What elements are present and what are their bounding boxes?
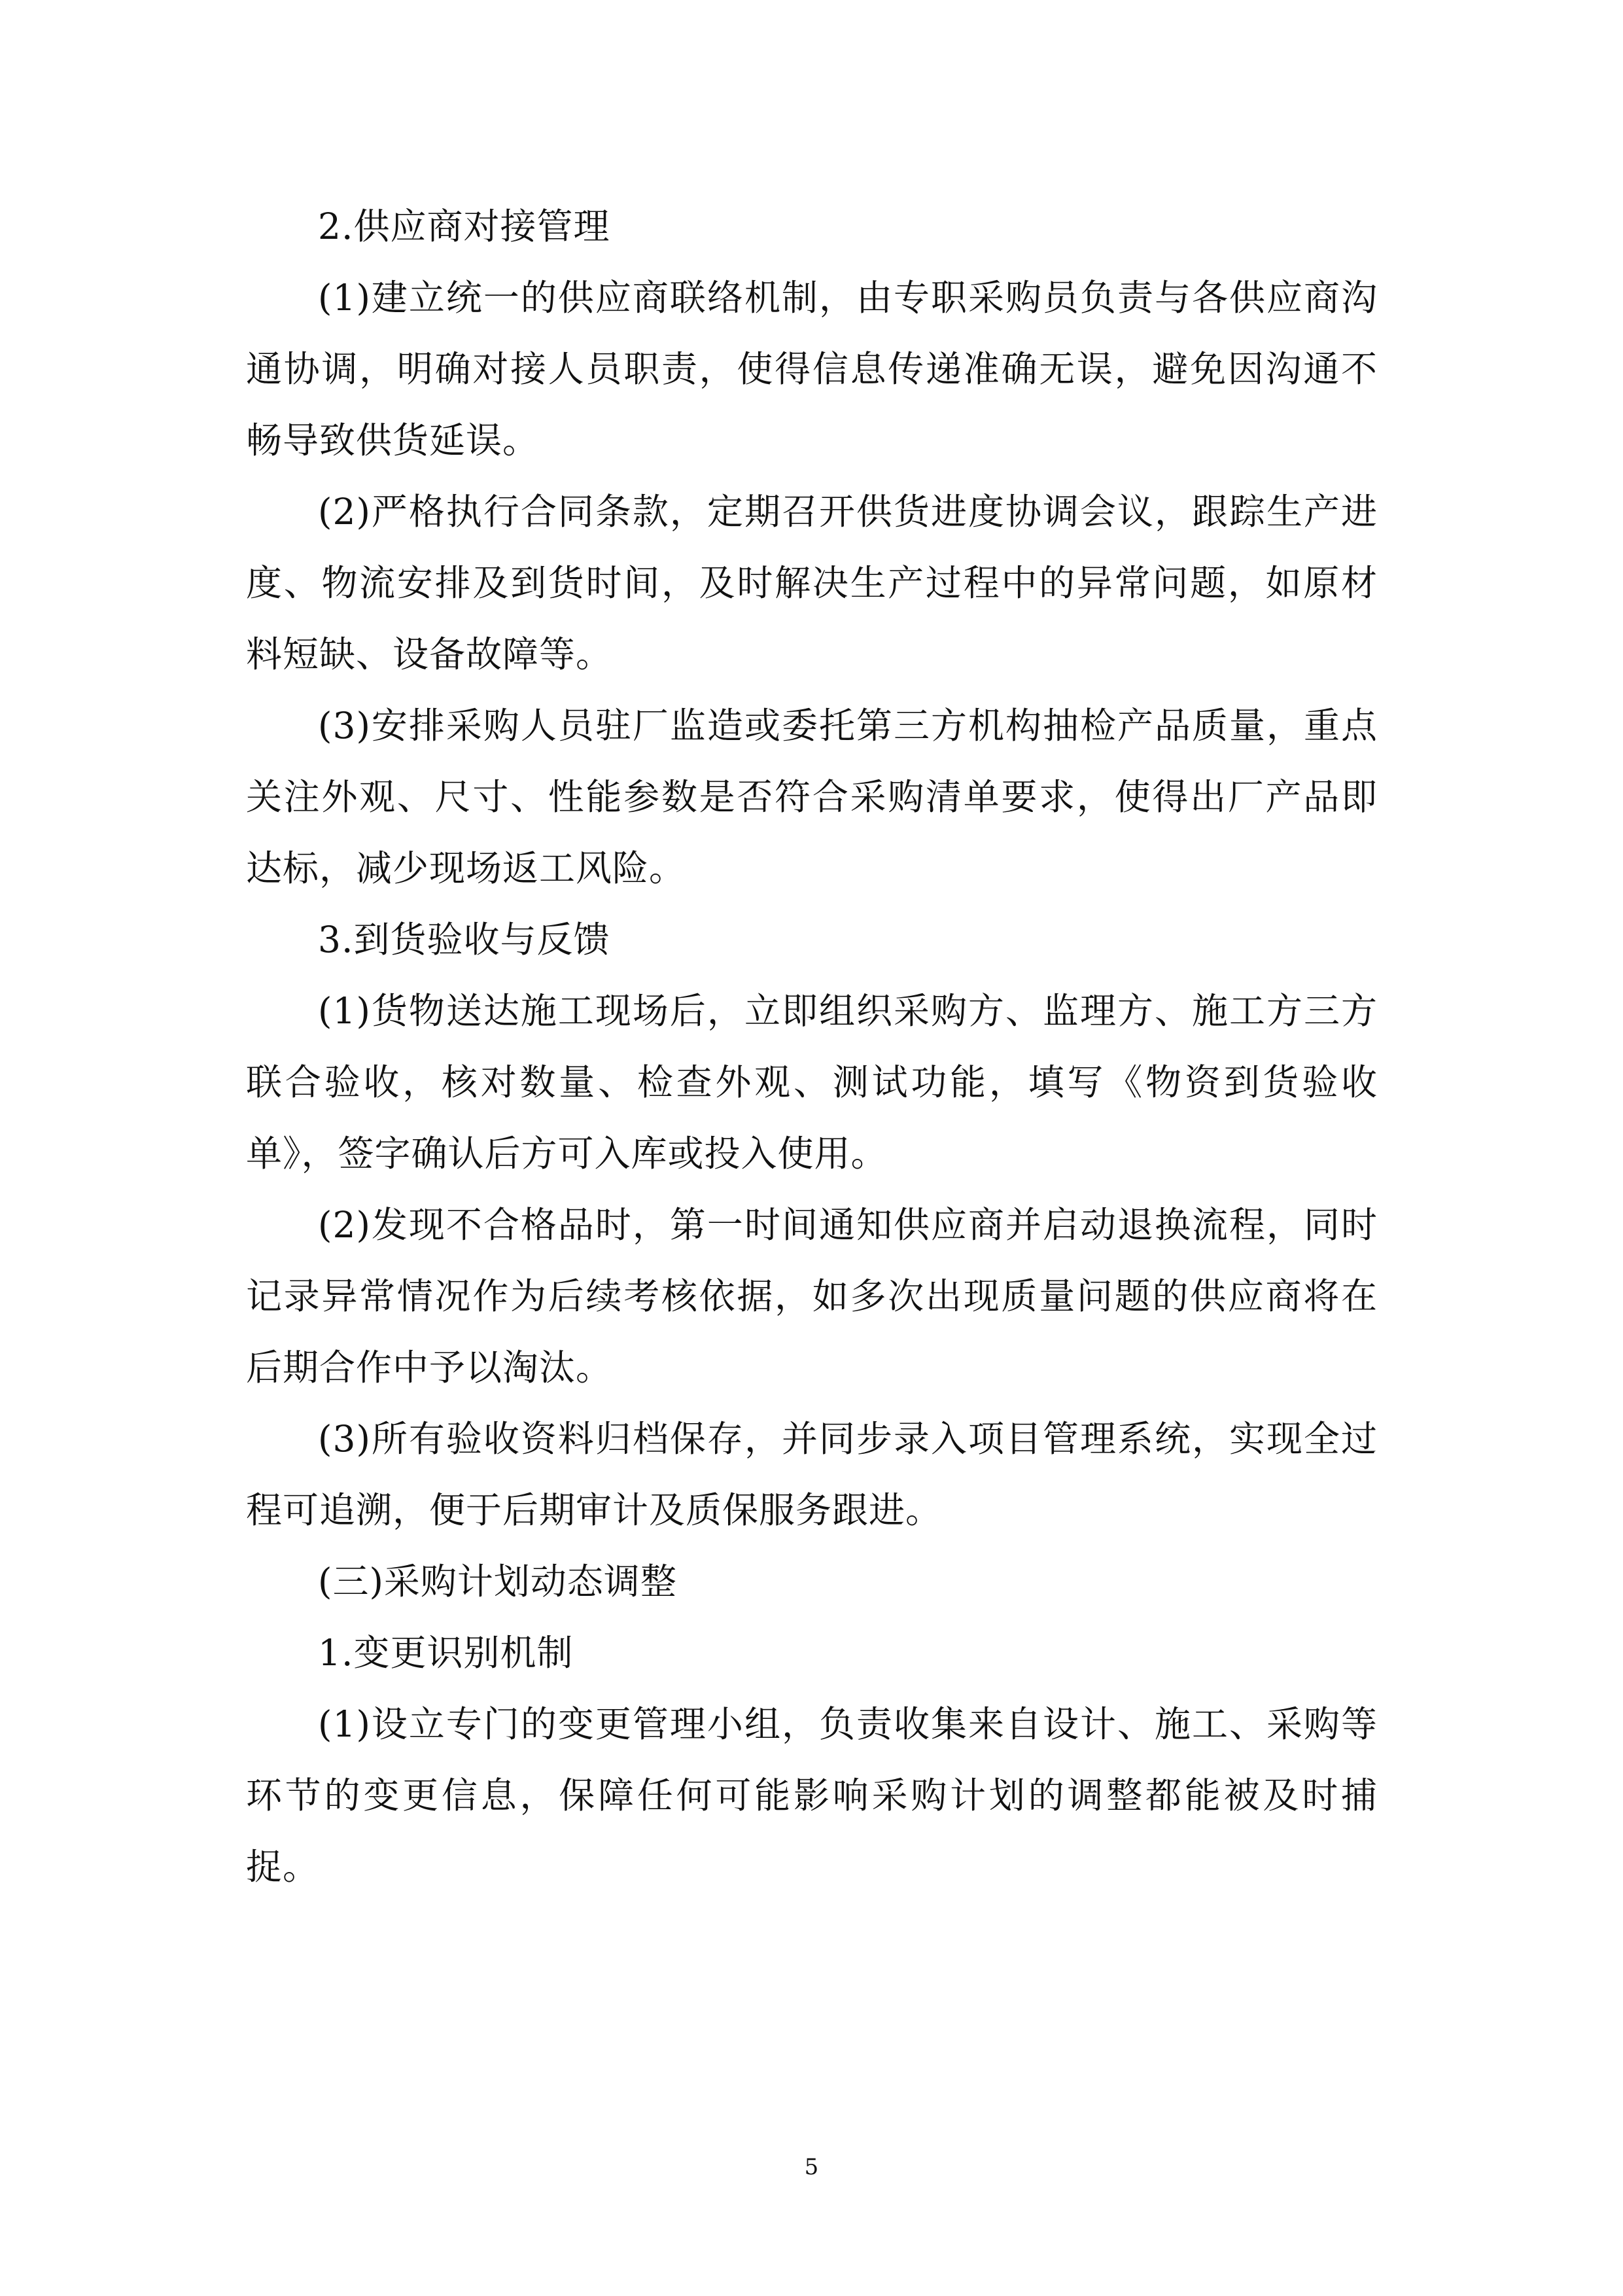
section-heading-dynamic-adjustment: (三)采购计划动态调整: [318, 1561, 677, 1602]
paragraph-nonconforming-goods: (2)发现不合格品时，第一时间通知供应商并启动退换流程，同时记录异常情况作为后续考核依据，如多次出现质量问题的供应商将在后期合作中予以淘汰。: [246, 1204, 1378, 1388]
paragraph-quality-inspection: (3)安排采购人员驻厂监造或委托第三方机构抽检产品质量，重点关注外观、尺寸、性能参数是否符合采购清单要求，使得出厂产品即达标，减少现场返工风险。: [246, 705, 1378, 889]
paragraph-supplier-contact: (1)建立统一的供应商联络机制，由专职采购员负责与各供应商沟通协调，明确对接人员职责，使得信息传递准确无误，避免因沟通不畅导致供货延误。: [246, 277, 1378, 461]
paragraph-joint-acceptance: (1)货物送达施工现场后，立即组织采购方、监理方、施工方三方联合验收，核对数量、检查外观、测试功能，填写《物资到货验收单》，签字确认后方可入库或投入使用。: [246, 990, 1378, 1174]
document-body: [246, 191, 1378, 1903]
section-heading-arrival-acceptance: 3.到货验收与反馈: [318, 919, 610, 961]
page-number: 5: [804, 2154, 819, 2180]
section-heading-supplier-docking: 2.供应商对接管理: [318, 205, 610, 247]
paragraph-archive-records: (3)所有验收资料归档保存，并同步录入项目管理系统，实现全过程可追溯，便于后期审计及质保服务跟进。: [246, 1418, 1378, 1531]
section-heading-change-identification: 1.变更识别机制: [318, 1632, 574, 1674]
paragraph-change-management-group: (1)设立专门的变更管理小组，负责收集来自设计、施工、采购等环节的变更信息，保障任何可能影响采购计划的调整都能被及时捕捉。: [246, 1703, 1378, 1888]
paragraph-contract-execution: (2)严格执行合同条款，定期召开供货进度协调会议，跟踪生产进度、物流安排及到货时间，及时解决生产过程中的异常问题，如原材料短缺、设备故障等。: [246, 491, 1378, 675]
